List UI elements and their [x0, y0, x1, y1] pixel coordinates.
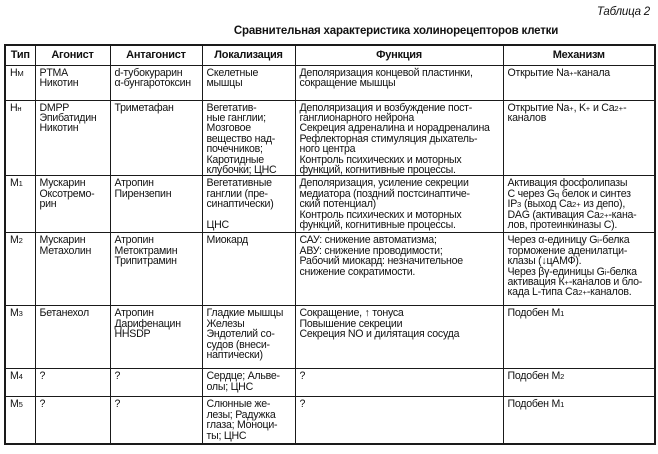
table-cell: Скелетные мышцы	[202, 65, 295, 100]
header-row	[5, 45, 655, 65]
table-cell: ?	[295, 397, 503, 444]
table-cell: d-тубокурарин α-бунгаротоксин	[110, 65, 202, 100]
table-cell: $М_5$	[5, 397, 35, 444]
column-header-type: Тип	[5, 45, 35, 65]
table-row	[5, 100, 655, 176]
table-cell: $Н_н$	[5, 100, 35, 176]
table-cell: Открытие Na+, K+ и $Ca^{2+}-$ каналов	[503, 100, 655, 176]
table-cell: Деполяризация и возбуждение пост- ганглионарного нейрона Секреция адреналина и норадреналина Рефлекторная стимуляция дыхатель- ного центра Контроль психических и моторных функций, когнитивные процессы.	[295, 100, 503, 176]
column-header-localization: Локализация	[202, 45, 295, 65]
table-cell: ?	[110, 369, 202, 397]
table-cell: Открытие Na+-канала	[503, 65, 655, 100]
page-title: Сравнительная характеристика холинорецепторов клетки	[233, 25, 559, 37]
table-cell: Вегетативные ганглии (пре- синаптически) ЦНС	[202, 176, 295, 233]
table-cell: Атропин Дарифенацин HHSDP	[110, 306, 202, 369]
table-row	[5, 233, 655, 306]
table-cell: Атропин Пирензепин	[110, 176, 202, 233]
column-header-mechanism: Механизм	[503, 45, 655, 65]
table-cell: ?	[35, 397, 110, 444]
table-cell: Вегетатив- ные ганглии; Мозговое вещество над- почечников; Каротидные клубочки; ЦНС	[202, 100, 295, 176]
table-cell: Бетанехол	[35, 306, 110, 369]
table-cell: Сокращение, ↑ тонуса Повышение секреции Секреция NO и дилятация сосуда	[295, 306, 503, 369]
table-cell: Подобен $М_2$	[503, 369, 655, 397]
table-cell: Активация фосфолипазы С через $G_q$ белок и синтез $IP_3$ (выход $Ca^{2+}$ из депо), DAG (активация $Ca^{2+}-кана-$ лов, протеинкиназы С).	[503, 176, 655, 233]
table-cell: Миокард	[202, 233, 295, 306]
table-cell: Атропин Метоктрамин Трипитрамин	[110, 233, 202, 306]
table-row	[5, 369, 655, 397]
table-cell: Мускарин Оксотремо- рин	[35, 176, 110, 233]
table-cell: Триметафан	[110, 100, 202, 176]
table-row	[5, 65, 655, 100]
cholinoreceptor-table	[4, 44, 656, 445]
table-header	[5, 45, 655, 65]
table-cell: Слюнные же- лезы; Радужка глаза; Моноци- ты; ЦНС	[202, 397, 295, 444]
table-cell: Подобен $М_1$	[503, 397, 655, 444]
table-cell: ?	[295, 369, 503, 397]
table-body	[5, 65, 655, 444]
column-header-antagonist: Антагонист	[110, 45, 202, 65]
table-caption: Таблица 2	[596, 6, 650, 18]
table-cell: $Н_М$	[5, 65, 35, 100]
table-cell: Гладкие мышцы Железы Эндотелий со- судов (внеси- наптически)	[202, 306, 295, 369]
table-cell: Через α-единицу $G_i$-белка торможение аденилатци- клазы (↓цАМФ). Через βγ-единицы $G_i$-белка активация К+-каналов и бло- када L-типа $Са^{2+}$-каналов.	[503, 233, 655, 306]
table-cell: ?	[110, 397, 202, 444]
table-row	[5, 397, 655, 444]
column-header-function: Функция	[295, 45, 503, 65]
table-row	[5, 306, 655, 369]
table-cell: $М_1$	[5, 176, 35, 233]
table-cell: Деполяризация концевой пластинки, сокращение мышцы	[295, 65, 503, 100]
column-header-agonist: Агонист	[35, 45, 110, 65]
table-cell: Деполяризация, усиление секреции медиатора (поздний постсинаптиче- ский потенциал) Контроль психических и моторных функций, когнитивные процессы.	[295, 176, 503, 233]
table-cell: $М_4$	[5, 369, 35, 397]
table-cell: Сердце; Альве- олы; ЦНС	[202, 369, 295, 397]
table-cell: САУ: снижение автоматизма; АВУ: снижение проводимости; Рабочий миокард: незначительное снижение сократимости.	[295, 233, 503, 306]
table-cell: DMPP Эпибатидин Никотин	[35, 100, 110, 176]
table-cell: ?	[35, 369, 110, 397]
table-cell: Подобен $М_1$	[503, 306, 655, 369]
table-cell: $М_2$	[5, 233, 35, 306]
table-cell: PTMA Никотин	[35, 65, 110, 100]
table-cell: $М_3$	[5, 306, 35, 369]
table-cell: Мускарин Метахолин	[35, 233, 110, 306]
table-row	[5, 176, 655, 233]
